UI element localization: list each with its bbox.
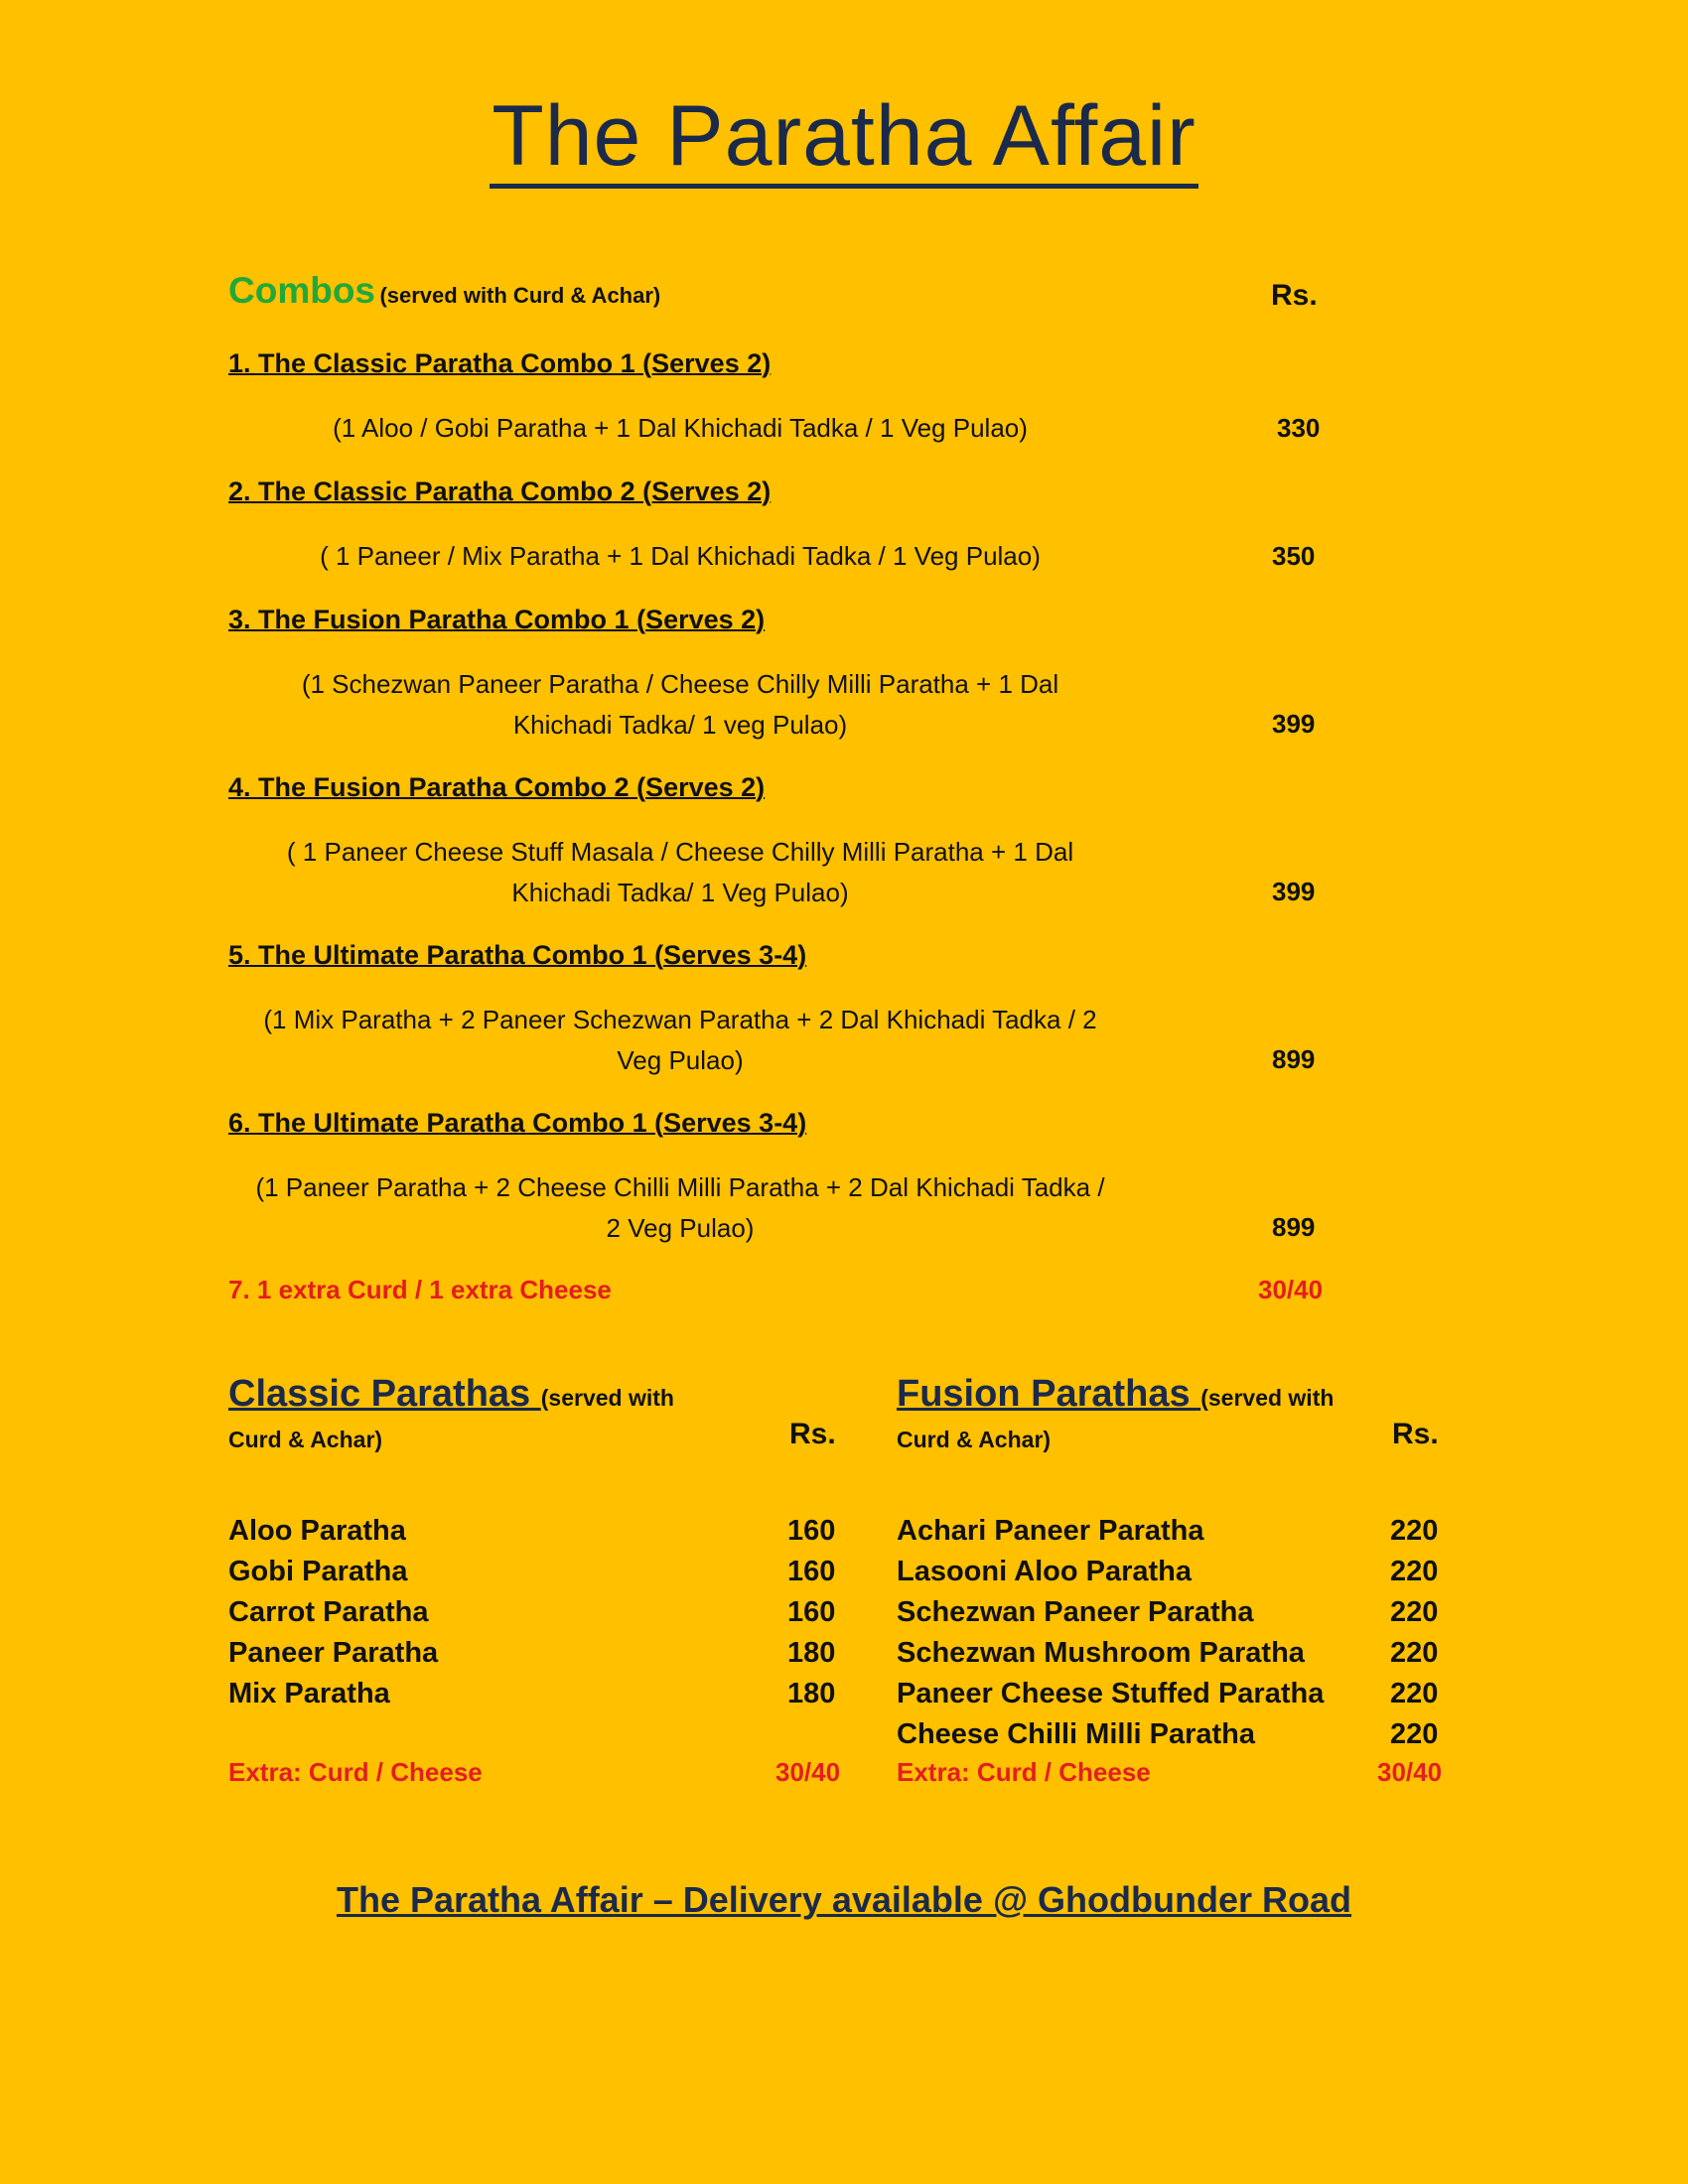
fusion-currency-label: Rs. — [1392, 1418, 1439, 1450]
combo-extra-price: 30/40 — [1258, 1275, 1324, 1304]
fusion-item-price: 220 — [1390, 1637, 1439, 1669]
fusion-extra-label: Extra: Curd / Cheese — [897, 1757, 1151, 1787]
fusion-item-name: Cheese Chilli Milli Paratha — [897, 1718, 1255, 1750]
classic-item-price: 180 — [787, 1637, 836, 1669]
combo-1-title: 1. The Classic Paratha Combo 1 (Serves 2) — [228, 348, 772, 378]
combo-5-price: 899 — [1272, 1044, 1316, 1074]
combo-2-description: ( 1 Paneer / Mix Paratha + 1 Dal Khichadi Tadka / 1 Veg Pulao) — [320, 541, 1041, 571]
classic-title: Classic Parathas — [228, 1373, 541, 1415]
fusion-item-price: 220 — [1390, 1718, 1439, 1750]
combo-3-description-line2: Khichadi Tadka/ 1 veg Pulao) — [512, 710, 848, 740]
combos-title: Combos — [228, 270, 375, 311]
combo-6-description-line1: (1 Paneer Paratha + 2 Cheese Chilli Milli Paratha + 2 Dal Khichadi Tadka / — [255, 1172, 1105, 1202]
combo-4-description-line2: Khichadi Tadka/ 1 Veg Pulao) — [511, 878, 849, 907]
combos-subtitle: (served with Curd & Achar) — [379, 283, 661, 308]
combo-5-description-line2: Veg Pulao) — [617, 1045, 744, 1075]
combo-4-description-line1: ( 1 Paneer Cheese Stuff Masala / Cheese Chilly Milli Paratha + 1 Dal — [286, 837, 1074, 867]
combo-4-title: 4. The Fusion Paratha Combo 2 (Serves 2) — [228, 772, 766, 802]
classic-heading — [228, 1373, 674, 1416]
combo-2-title: 2. The Classic Paratha Combo 2 (Serves 2) — [228, 477, 772, 506]
combo-extra-label: 7. 1 extra Curd / 1 extra Cheese — [228, 1275, 612, 1304]
title-text: The Paratha Affair — [490, 88, 1198, 189]
fusion-item-name: Achari Paneer Paratha — [897, 1515, 1204, 1547]
classic-item-price: 160 — [787, 1556, 836, 1587]
page-title — [0, 87, 1688, 189]
fusion-heading — [897, 1373, 1334, 1416]
classic-item-name: Mix Paratha — [228, 1678, 390, 1709]
combo-3-price: 399 — [1272, 709, 1316, 739]
classic-item-name: Gobi Paratha — [228, 1556, 408, 1587]
combos-heading — [228, 270, 660, 312]
fusion-item-price: 220 — [1390, 1678, 1439, 1709]
fusion-item-name: Schezwan Mushroom Paratha — [897, 1637, 1305, 1669]
classic-item-price: 160 — [787, 1596, 836, 1628]
combo-5-title: 5. The Ultimate Paratha Combo 1 (Serves 3-4) — [228, 940, 807, 970]
footer-text: The Paratha Affair – Delivery available @ Ghodbunder Road — [336, 1879, 1352, 1920]
combo-4-price: 399 — [1272, 877, 1316, 906]
combo-3-title: 3. The Fusion Paratha Combo 1 (Serves 2) — [228, 605, 766, 634]
classic-subtitle-1: (served with — [540, 1385, 674, 1411]
fusion-extra-price: 30/40 — [1377, 1757, 1443, 1787]
classic-extra-label: Extra: Curd / Cheese — [228, 1757, 483, 1787]
classic-item-price: 180 — [787, 1678, 836, 1709]
combo-2-price: 350 — [1272, 541, 1316, 571]
combo-6-price: 899 — [1272, 1212, 1316, 1242]
classic-item-name: Carrot Paratha — [228, 1596, 429, 1628]
combo-6-description-line2: 2 Veg Pulao) — [606, 1213, 755, 1243]
classic-currency-label: Rs. — [789, 1418, 836, 1450]
classic-item-price: 160 — [787, 1515, 836, 1547]
combo-6-title: 6. The Ultimate Paratha Combo 1 (Serves 3-4) — [228, 1108, 807, 1138]
combo-3-description-line1: (1 Schezwan Paneer Paratha / Cheese Chilly Milli Paratha + 1 Dal — [301, 669, 1059, 699]
fusion-item-price: 220 — [1390, 1596, 1439, 1628]
footer-delivery-note — [0, 1879, 1688, 1921]
classic-item-name: Paneer Paratha — [228, 1637, 439, 1669]
fusion-subtitle-2: Curd & Achar) — [897, 1427, 1052, 1452]
classic-extra-price: 30/40 — [775, 1757, 841, 1787]
fusion-item-name: Lasooni Aloo Paratha — [897, 1556, 1193, 1587]
fusion-item-name: Paneer Cheese Stuffed Paratha — [897, 1678, 1325, 1709]
combo-5-description-line1: (1 Mix Paratha + 2 Paneer Schezwan Paratha + 2 Dal Khichadi Tadka / 2 — [263, 1005, 1097, 1034]
fusion-subtitle-1: (served with — [1200, 1385, 1335, 1411]
fusion-title: Fusion Parathas — [897, 1373, 1201, 1415]
classic-subtitle-2: Curd & Achar) — [228, 1427, 383, 1452]
combos-currency-label: Rs. — [1271, 279, 1318, 312]
classic-item-name: Aloo Paratha — [228, 1515, 406, 1547]
fusion-item-price: 220 — [1390, 1515, 1439, 1547]
fusion-item-price: 220 — [1390, 1556, 1439, 1587]
combo-1-description: (1 Aloo / Gobi Paratha + 1 Dal Khichadi Tadka / 1 Veg Pulao) — [333, 413, 1028, 443]
combo-1-price: 330 — [1277, 413, 1321, 443]
fusion-item-name: Schezwan Paneer Paratha — [897, 1596, 1254, 1628]
